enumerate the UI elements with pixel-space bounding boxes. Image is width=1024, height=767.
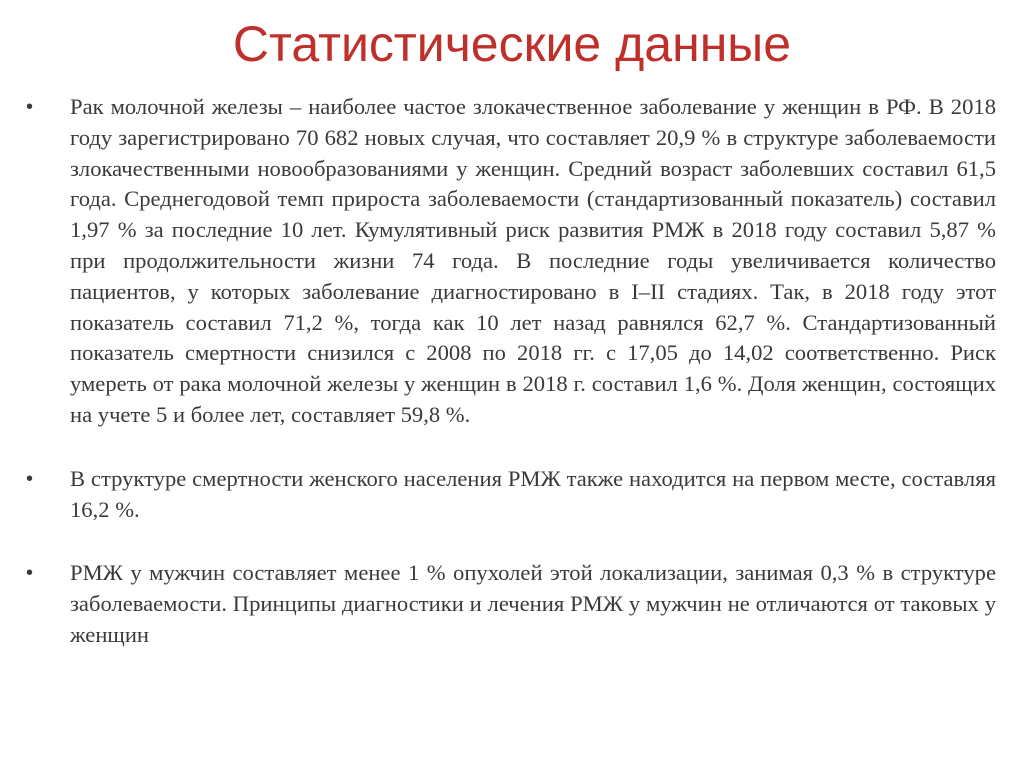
bullet-marker: • [26,562,34,585]
bullet-item-2 [26,464,996,526]
bullet-item-3 [26,558,996,650]
bullet-text: РМЖ у мужчин составляет менее 1 % опухолей этой локализации, занимая 0,3 % в структуре заболеваемости. Принципы диагностики и лечения РМЖ у мужчин не отличаются от таковых у женщин [70,560,996,647]
bullet-marker: • [26,96,34,118]
slide-title: Статистические данные [232,16,792,72]
bullet-text: Рак молочной железы – наиболее частое злокачественное заболевание у женщин в РФ. В 2018 году зарегистрировано 70 682 новых случая, что составляет 20,9 % в структуре заболеваемости злокачественными новообразованиями у женщин. Средний возраст заболевших составил 61,5 года. Среднегодовой темп прироста заболеваемости (стандартизованный показатель) составил 1,97 % за последние 10 лет. Кумулятивный риск развития РМЖ в 2018 году составил 5,87 % при продолжительности жизни 74 года. В последние годы увеличивается количество пациентов, у которых заболевание диагностировано в I–II стадиях. Так, в 2018 году этот показатель составил 71,2 %, тогда как 10 лет назад равнялся 62,7 %. Стандартизованный показатель смертности снизился с 2008 по 2018 гг. с 17,05 до 14,02 соответственно. Риск умереть от рака молочной железы у женщин в 2018 г. составил 1,6 %. Доля женщин, состоящих на учете 5 и более лет, составляет 59,8 %. [70,94,996,427]
bullet-list [26,92,996,651]
bullet-marker: • [26,467,34,490]
bullet-item-1 [26,92,996,431]
bullet-text: В структуре смертности женского населения РМЖ также находится на первом месте, составляя 16,2 %. [70,465,996,522]
